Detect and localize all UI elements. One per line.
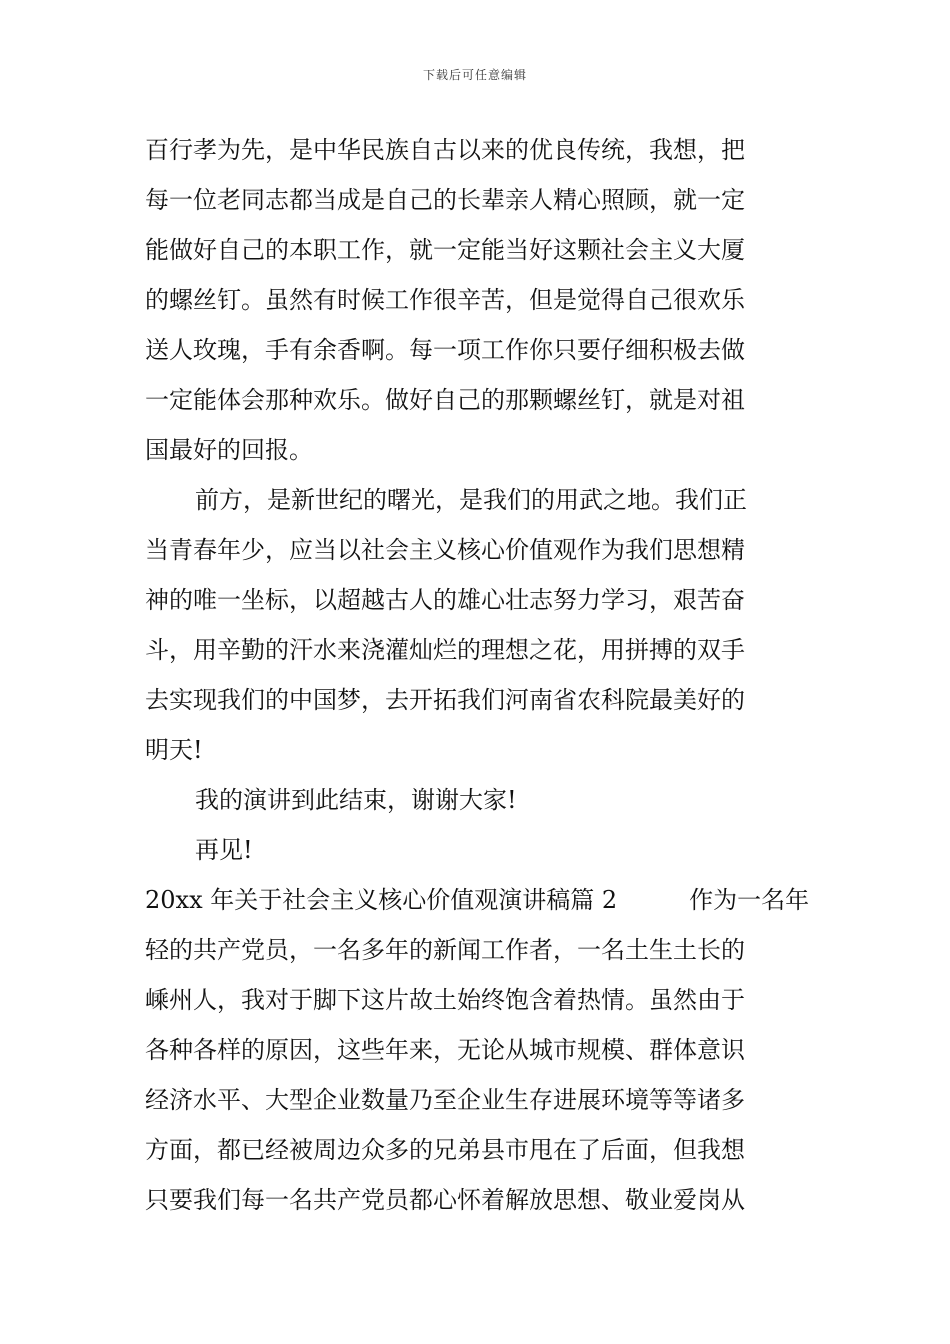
paragraph-start-line: 前方，是新世纪的曙光，是我们的用武之地。我们正 xyxy=(195,486,747,514)
section-heading-line: 20xx 年关于社会主义核心价值观演讲稿篇 2 作为一名年 xyxy=(145,886,810,914)
farewell-line: 再见! xyxy=(195,836,253,864)
text-line: 百行孝为先，是中华民族自古以来的优良传统，我想，把 xyxy=(145,136,745,164)
text-line: 轻的共产党员，一名多年的新闻工作者，一名土生土长的 xyxy=(145,936,745,964)
text-line: 方面，都已经被周边众多的兄弟县市甩在了后面，但我想 xyxy=(145,1136,745,1164)
page-header-note: 下载后可任意编辑 xyxy=(422,68,527,82)
text-line: 斗，用辛勤的汗水来浇灌灿烂的理想之花，用拼搏的双手 xyxy=(145,636,745,664)
closing-line: 我的演讲到此结束，谢谢大家! xyxy=(195,786,517,814)
text-line: 送人玫瑰，手有余香啊。每一项工作你只要仔细积极去做 xyxy=(145,336,745,364)
text-line: 当青春年少，应当以社会主义核心价值观作为我们思想精 xyxy=(145,536,745,564)
text-line: 能做好自己的本职工作，就一定能当好这颗社会主义大厦 xyxy=(145,236,745,264)
text-line: 嵊州人，我对于脚下这片故土始终饱含着热情。虽然由于 xyxy=(145,986,745,1014)
text-line: 每一位老同志都当成是自己的长辈亲人精心照顾，就一定 xyxy=(145,186,745,214)
text-line: 的螺丝钉。虽然有时候工作很辛苦，但是觉得自己很欢乐 xyxy=(145,286,745,314)
text-line: 去实现我们的中国梦，去开拓我们河南省农科院最美好的 xyxy=(145,686,745,714)
text-line: 一定能体会那种欢乐。做好自己的那颗螺丝钉，就是对祖 xyxy=(145,386,745,414)
text-line: 各种各样的原因，这些年来，无论从城市规模、群体意识 xyxy=(145,1036,745,1064)
text-line: 只要我们每一名共产党员都心怀着解放思想、敬业爱岗从 xyxy=(145,1186,745,1214)
document-body xyxy=(145,125,810,1225)
text-line: 国最好的回报。 xyxy=(145,436,313,464)
text-line: 经济水平、大型企业数量乃至企业生存进展环境等等诸多 xyxy=(145,1086,745,1114)
text-line: 明天! xyxy=(145,736,203,764)
text-line: 神的唯一坐标，以超越古人的雄心壮志努力学习，艰苦奋 xyxy=(145,586,745,614)
